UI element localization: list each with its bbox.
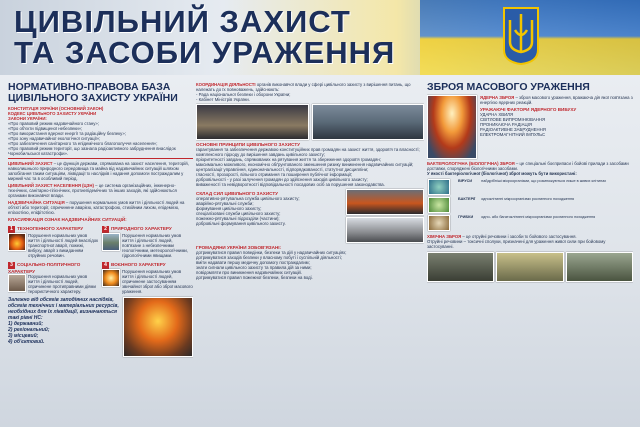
protective-suit-photo [566,252,633,282]
principle-item: гласності, прозорості, вільного отримання та поширення публічної інформації; [196,172,353,177]
burning-person-photo [123,297,193,357]
nuclear-block [427,95,633,159]
principle-item: максимально можливого, економічно обґрунтованого зменшення ризику виникнення надзвичайних ситуацій; [196,162,414,167]
nuclear-mushroom-photo [427,95,477,159]
force-item: формування цивільного захисту; [196,206,262,211]
flood-rescue-photo [312,104,425,140]
factor-item: ЕЛЕКТРОМАГНІТНИЙ ІМПУЛЬС [480,132,546,137]
gas-mask-photo [427,252,494,282]
definition-emergency: НАДЗВИЧАЙНА СИТУАЦІЯ – порушення нормальних умов життя і діяльності людей на об'єкті або території, спричинене аварією, катастрофою, стихійним лихом, епідемією, епізоотією, епіфітотією. [8,200,185,215]
nuclear-definition: ЯДЕРНА ЗБРОЯ – зброя масового ураження, вражаюча дія якої пов'язана з енергією ядерних реакцій. [480,95,633,105]
levels-intro: Залежно від обсягів заподіяних наслідків, обсягів технічних і матеріальних ресурсів, необхідних для їх ліквідації, визначаються такі рівні НС: [8,297,119,321]
legal-base-column [8,82,193,418]
law-item: «Про зону надзвичайної екологічної ситуації»; [8,136,101,141]
constitution-label: КОНСТИТУЦІЯ УКРАЇНИ (ОСНОВНИЙ ЗАКОН) [8,106,104,111]
legal-base-heading: НОРМАТИВНО-ПРАВОВА БАЗА ЦИВІЛЬНОГО ЗАХИСТУ УКРАЇНИ [8,82,178,104]
coordination-item: - Рада національної безпеки і оборони України; [196,92,291,97]
law-item: «Про правовий режим території, що зазнала радіоактивного забруднення внаслідок Чорнобильської катастрофи». [8,146,176,156]
force-item: спеціалізовані служби цивільного захисту; [196,211,281,216]
chemical-definition: ХІМІЧНА ЗБРОЯ – це отруйні речовини і засоби їх бойового застосування. [427,234,577,239]
bio-agent-name: ВІРУСИ [458,179,473,183]
crowd-photo [8,274,26,292]
duty-item: дотримуватися правил поведінки, безпеки та дій у надзвичайних ситуаціях; [196,250,347,255]
factors-heading: УРАЖАЮЧІ ФАКТОРИ ЯДЕРНОГО ВИБУХУ [480,107,577,112]
law-item: «Про об'єкти підвищеної небезпеки»; [8,126,83,131]
definition-czn: ЦИВІЛЬНИЙ ЗАХИСТ НАСЕЛЕННЯ (ЦЗН) – це система організаційних, інженерно-технічних, санітарно-гігієнічних, протиепідемічних та інших заходів, які здійснюються органами виконавчої влади. [8,183,177,198]
principle-item: централізації управління, єдиноначальності, підпорядкованості, статутної дисципліни; [196,167,369,172]
rescue-photos [196,104,424,140]
level-item: 3) місцевий; [8,333,39,339]
force-item: аварійно-рятувальні служби; [196,201,254,206]
emergency-types-row-1 [8,224,193,258]
table-row [427,214,633,232]
explosion-photo [102,269,120,287]
factor-item: ПРОНИКАЮЧА РАДІАЦІЯ [480,122,532,127]
principles-heading: ОСНОВНІ ПРИНЦИПИ ЦИВІЛЬНОГО ЗАХИСТУ [196,142,300,147]
table-row [427,178,633,196]
factor-item: СВІТЛОВЕ ВИПРОМІНЮВАННЯ [480,117,546,122]
rescuers-photo [196,104,309,140]
factor-item: УДАРНА ХВИЛЯ [480,112,514,117]
chemical-detail: Отруйні речовини – токсичні сполуки, призначені для ураження живої сили при бойовому застосуванні. [427,239,606,249]
duty-item: знати сигнали цивільного захисту та правила дій за ними; [196,265,312,270]
coordination-text: КООРДИНАЦІЯ ДІЯЛЬНОСТІ органів виконавчої влади у сфері цивільного захисту з вирішення питань, що належать до їх повноважень, здійснюють: [196,82,411,92]
principles-column [196,82,424,418]
duty-item: дотримуватися заходів безпеки у власному побуті і суспільній діяльності; [196,255,342,260]
principle-item: комплексного підходу до вирішення завдань цивільного захисту; [196,152,326,157]
level-item: 4) об'єктовий. [8,339,45,345]
emergency-types-row-2 [8,260,193,294]
header-banner [0,0,640,75]
trident-emblem-icon [500,6,542,66]
virus-icon [428,179,450,195]
table-row [427,196,633,214]
bio-agent-name: БАКТЕРІЇ [458,197,476,201]
wmd-heading: ЗБРОЯ МАСОВОГО УРАЖЕННЯ [427,82,590,93]
chemical-cloud-photo [496,252,563,282]
title-line-1: ЦИВІЛЬНИЙ ЗАХИСТ [14,4,351,39]
duty-item: дотримуватися правил пожежної безпеки, безпеки на воді. [196,275,313,280]
duty-item: вміти надавати першу медичну допомогу постраждалим; [196,260,310,265]
bio-agent-desc: одноклітинні мікроорганізми рослинного походження [481,197,575,201]
bio-subtitle: У якості бактеріологічної (біологічної) зброї можуть бути використані: [427,171,577,176]
forces-heading: СКЛАД СИЛ ЦИВІЛЬНОГО ЗАХИСТУ [196,191,278,196]
emergency-type: 4 ВОЄННОГО ХАРАКТЕРУ Порушення нормальних умов життя і діяльності людей, спричинене застосуванням звичайної зброї або зброї масового ураження. [102,260,193,294]
flood-photo [102,233,120,251]
bio-agents-table [427,178,633,232]
level-item: 2) регіональний; [8,327,50,333]
emergency-type: 2 ПРИРОДНОГО ХАРАКТЕРУ Порушення нормальних умов життя і діяльності людей, пов'язане з небезпечними геологічними, метеорологічними, гідрологічними явищами. [102,224,193,258]
page-title [14,6,395,68]
principle-item: добровільності - у разі залучення громадян до здійснення заходів цивільного захисту; [196,177,368,182]
title-line-2: ТА ЗАСОБИ УРАЖЕННЯ [14,35,396,70]
fungi-icon [428,215,450,231]
definition-civil-protection: ЦИВІЛЬНИЙ ЗАХИСТ – це функція держави, спрямована на захист населення, територій, навколишнього природного середовища та майна від надзвичайних ситуацій шляхом запобігання таким ситуаціям, ліквідації їх наслідків і надання допомоги постраждалим у мирний час та в особливий період. [8,161,189,181]
duty-item: повідомляти про виникнення надзвичайних ситуацій. [196,270,302,275]
levels-block [8,297,193,357]
principle-item: гарантування та забезпечення державою конституційних прав громадян на захист життя, здоров'я та власності; [196,147,420,152]
fire-photo [8,233,26,251]
coordination-item: - Кабінет Міністрів України. [196,97,250,102]
bio-agent-desc: одно- або багатоклітинні мікроорганізми рослинного походження [481,215,596,219]
classification-heading: КЛАСИФІКАЦІЯ ОЗНАК НАДЗВИЧАЙНИХ СИТУАЦІЙ: [8,217,127,222]
force-item: добровільні формування цивільного захисту. [196,221,286,226]
law-item: «Про правовий режим надзвичайного стану»; [8,121,99,126]
emergency-type: 3 СОЦІАЛЬНО-ПОЛІТИЧНОГО ХАРАКТЕРУ Порушення нормальних умов життя і діяльності людей, спричинене протиправними діями терористичного характеру. [8,262,96,294]
firefighters-photo [346,189,424,215]
bacteria-icon [428,197,450,213]
wmd-column [427,82,633,418]
emergency-type: 1 ТЕХНОГЕННОГО ХАРАКТЕРУ Порушення нормальних умов життя і діяльності людей внаслідок транспортної аварії, пожежі, вибуху, аварії з викиданням отруйних речовин. [8,224,99,258]
laws-heading: ЗАКОНИ УКРАЇНИ: [8,116,47,121]
bio-agent-name: ГРИБКИ [458,215,474,219]
principle-item: пріоритетності завдань, спрямованих на рятування життя та збереження здоров'я громадян; [196,157,381,162]
smoke-photo [346,217,424,243]
level-item: 1) державний; [8,321,44,327]
force-item: оперативно-рятувальна служба цивільного захисту; [196,196,300,201]
law-item: «Про забезпечення санітарного та епідемічного благополуччя населення»; [8,141,158,146]
factor-item: РАДІОАКТИВНЕ ЗАБРУДНЕННЯ [480,127,546,132]
bio-agent-desc: найдрібніші мікроорганізми, що розмножуються лише в живих клітинах [481,179,607,183]
forces-block [196,189,424,243]
duties-heading: ГРОМАДЯНИ УКРАЇНИ ЗОБОВ'ЯЗАНІ: [196,245,282,250]
chemical-photos [427,252,633,282]
civil-code-label: КОДЕКС ЦИВІЛЬНОГО ЗАХИСТУ УКРАЇНИ [8,111,97,116]
force-item: пожежно-рятувальні підрозділи (частини); [196,216,280,221]
divider [8,158,193,159]
bio-definition: БАКТЕРІОЛОГІЧНА (БІОЛОГІЧНА) ЗБРОЯ – це спеціальні боєприпаси і бойові прилади з засобами доставки, споряджені біологічними засобами. [427,161,629,171]
law-item: «Про використання ядерної енергії та радіаційну безпеку»; [8,131,126,136]
principle-item: виваженості та невідворотності відповідальності посадових осіб за порушення законодавства. [196,182,385,187]
